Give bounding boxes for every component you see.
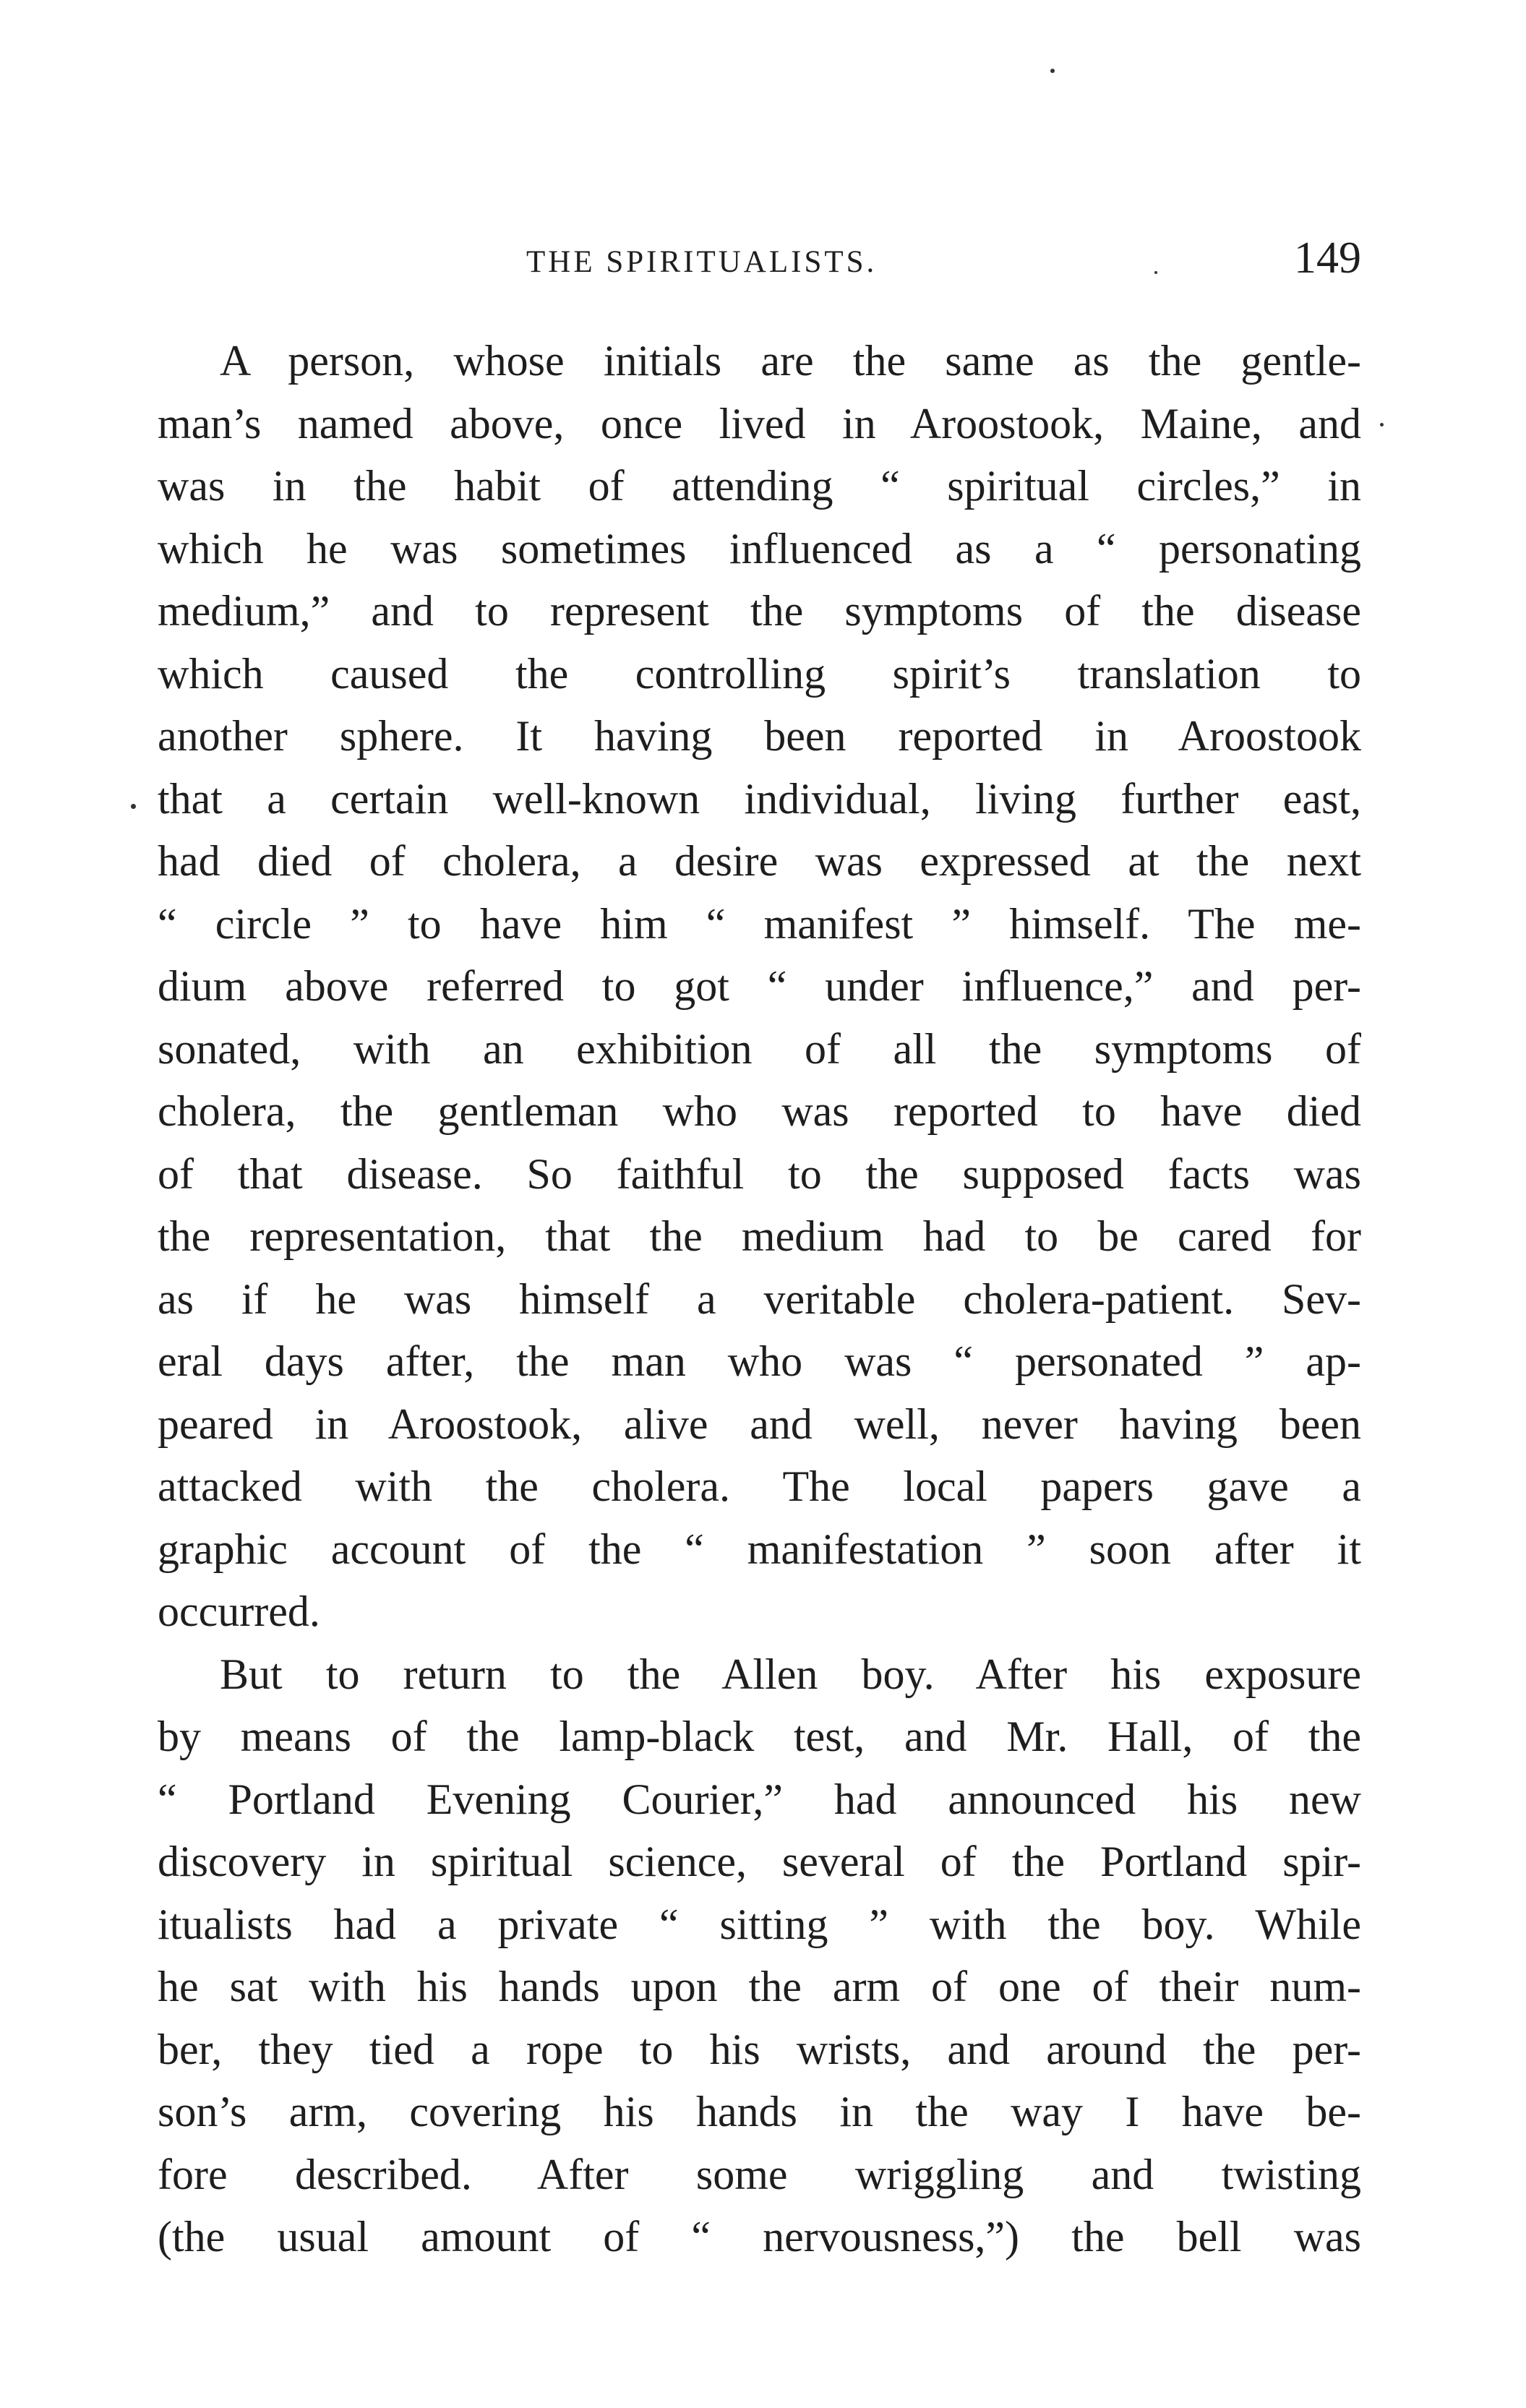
scan-speck [1050,69,1055,73]
text-line: which caused the controlling spirit’s translation to [158,649,1361,698]
page-number: 149 [1294,233,1361,283]
text-line: another sphere. It having been reported in Aroostook [158,712,1361,760]
text-line: fore described. After some wriggling and twisting [158,2150,1361,2198]
text-line: (the usual amount of “ nervousness,”) the bell was [158,2213,1361,2261]
text-line: dium above referred to got “ under influence,” and per- [158,962,1361,1010]
text-line: itualists had a private “ sitting ” with the boy. While [158,1900,1361,1948]
text-line: attacked with the cholera. The local papers gave a [158,1462,1361,1510]
text-line: peared in Aroostook, alive and well, never having been [158,1400,1361,1448]
text-line: had died of cholera, a desire was expressed at the next [158,837,1361,885]
text-line: graphic account of the “ manifestation ” soon after it [158,1525,1361,1573]
text-line: by means of the lamp-black test, and Mr. Hall, of the [158,1713,1361,1760]
text-line: which he was sometimes influenced as a “ personating [158,524,1361,573]
scan-speck [131,804,136,809]
text-line: eral days after, the man who was “ personated ” ap- [158,1337,1361,1385]
text-line: medium,” and to represent the symptoms of the disease [158,587,1361,635]
scan-speck [1154,271,1157,274]
text-line: A person, whose initials are the same as the gentle- [220,337,1361,385]
text-line: But to return to the Allen boy. After his exposure [220,1650,1361,1698]
text-line: son’s arm, covering his hands in the way I have be- [158,2088,1361,2135]
running-header [158,233,1361,296]
scan-speck [1380,423,1384,427]
text-line: “ Portland Evening Courier,” had announced his new [158,1775,1361,1823]
text-line: cholera, the gentleman who was reported to have died [158,1087,1361,1135]
running-title: THE SPIRITUALISTS. [526,245,878,279]
text-line: discovery in spiritual science, several of the Portland spir- [158,1838,1361,1885]
text-line: man’s named above, once lived in Aroostook, Maine, and [158,399,1361,447]
text-line: “ circle ” to have him “ manifest ” himself. The me- [158,899,1361,948]
text-line: sonated, with an exhibition of all the symptoms of [158,1024,1361,1073]
text-line: ber, they tied a rope to his wrists, and around the per- [158,2025,1361,2073]
text-line: as if he was himself a veritable cholera-patient. Sev- [158,1274,1361,1323]
text-line: he sat with his hands upon the arm of one of their num- [158,1963,1361,2010]
body-text [158,330,1361,2268]
text-line: was in the habit of attending “ spiritual circles,” in [158,462,1361,510]
text-line: the representation, that the medium had to be cared for [158,1212,1361,1260]
text-line: that a certain well-known individual, living further east, [158,774,1361,823]
text-line: occurred. [158,1588,320,1635]
text-line: of that disease. So faithful to the supposed facts was [158,1149,1361,1198]
